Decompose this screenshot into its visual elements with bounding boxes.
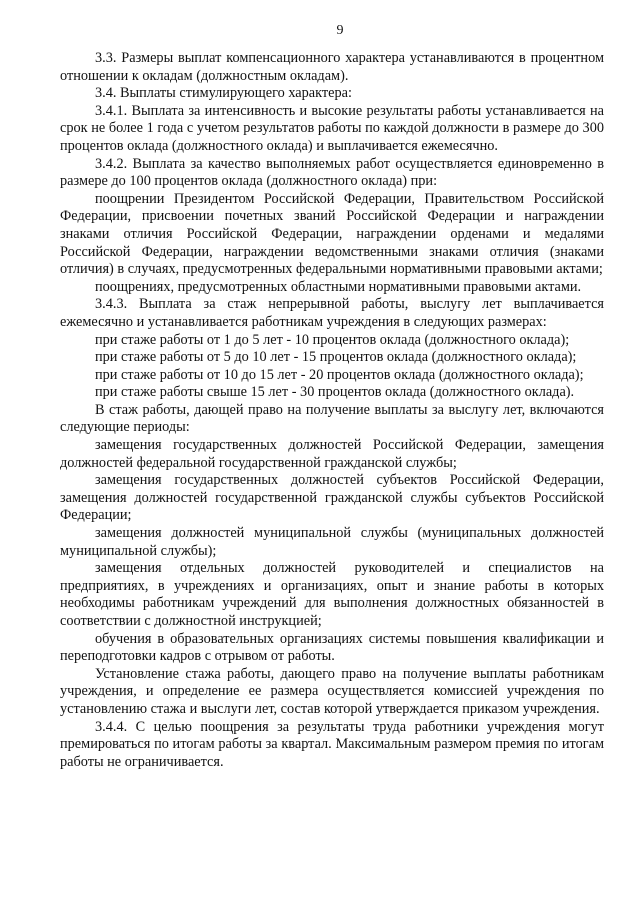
period-municipal-service: замещения должностей муниципальной службы (муниципальных должностей муниципальной службы); bbox=[60, 525, 604, 559]
period-training: обучения в образовательных организациях системы повышения квалификации и переподготовки кадров с отрывом от работы. bbox=[60, 630, 604, 665]
paragraph-3-4-2: 3.4.2. Выплата за качество выполняемых работ осуществляется единовременно в размере до 100 процентов оклада (должностного оклада) при: bbox=[60, 155, 604, 190]
paragraph-3-4-3: 3.4.3. Выплата за стаж непрерывной работы, выслугу лет выплачивается ежемесячно и устанавливается работникам учреждения в следующих размерах: bbox=[60, 296, 604, 330]
paragraph-3-4-4: 3.4.4. С целью поощрения за результаты труда работники учреждения могут премироваться по итогам работы за квартал. Максимальным размером премия по итогам работы не ограничивается. bbox=[60, 718, 604, 770]
seniority-tier-4: при стаже работы свыше 15 лет - 30 процентов оклада (должностного оклада). bbox=[95, 384, 575, 401]
list-item-federal-awards: поощрении Президентом Российской Федерации, Правительством Российской Федерации, присвоении почетных званий Российской Федерации и награждении знаками отличия Российской Федерации, награждении орденами и медалями Российской Федерации, награждении ведомственными знаками отличия (знаками отличия) в случаях, предусмотренных федеральными нормативными правовыми актами; bbox=[60, 190, 604, 278]
paragraph-3-4-1: 3.4.1. Выплата за интенсивность и высокие результаты работы устанавливается на срок не более 1 года с учетом результатов работы по каждой должности в размере до 300 процентов оклада (должностного оклада) и выплачивается ежемесячно. bbox=[60, 102, 604, 154]
period-managers-specialists: замещения отдельных должностей руководителей и специалистов на предприятиях, в учреждениях и организациях, опыт и знание работы в которых необходимы работникам учреждений для выполнения должностных обязанностей в соответствии с должностной инструкцией; bbox=[60, 560, 604, 629]
seniority-tier-3: при стаже работы от 10 до 15 лет - 20 процентов оклада (должностного оклада); bbox=[95, 366, 584, 383]
paragraph-3-3: 3.3. Размеры выплат компенсационного характера устанавливаются в процентном отношении к окладам (должностным окладам). bbox=[60, 50, 604, 84]
paragraph-seniority-commission: Установление стажа работы, дающего право на получение выплаты работникам учреждения, и определение ее размера осуществляется комиссией учреждения по установлению стажа и выслуги лет, состав которой утверждается приказом учреждения. bbox=[60, 665, 604, 717]
paragraph-3-4: 3.4. Выплаты стимулирующего характера: bbox=[95, 85, 352, 102]
period-regional-positions: замещения государственных должностей субъектов Российской Федерации, замещения должностей государственной гражданской службы субъектов Российской Федерации; bbox=[60, 472, 604, 524]
period-federal-positions: замещения государственных должностей Российской Федерации, замещения должностей федеральной государственной гражданской службы; bbox=[60, 437, 604, 471]
page-number: 9 bbox=[336, 23, 344, 38]
paragraph-seniority-periods: В стаж работы, дающей право на получение выплаты за выслугу лет, включаются следующие периоды: bbox=[60, 401, 604, 436]
seniority-tier-2: при стаже работы от 5 до 10 лет - 15 процентов оклада (должностного оклада); bbox=[95, 349, 577, 366]
seniority-tier-1: при стаже работы от 1 до 5 лет - 10 процентов оклада (должностного оклада); bbox=[95, 331, 570, 348]
list-item-regional-awards: поощрениях, предусмотренных областными нормативными правовыми актами. bbox=[95, 278, 582, 295]
document-body bbox=[60, 50, 604, 771]
